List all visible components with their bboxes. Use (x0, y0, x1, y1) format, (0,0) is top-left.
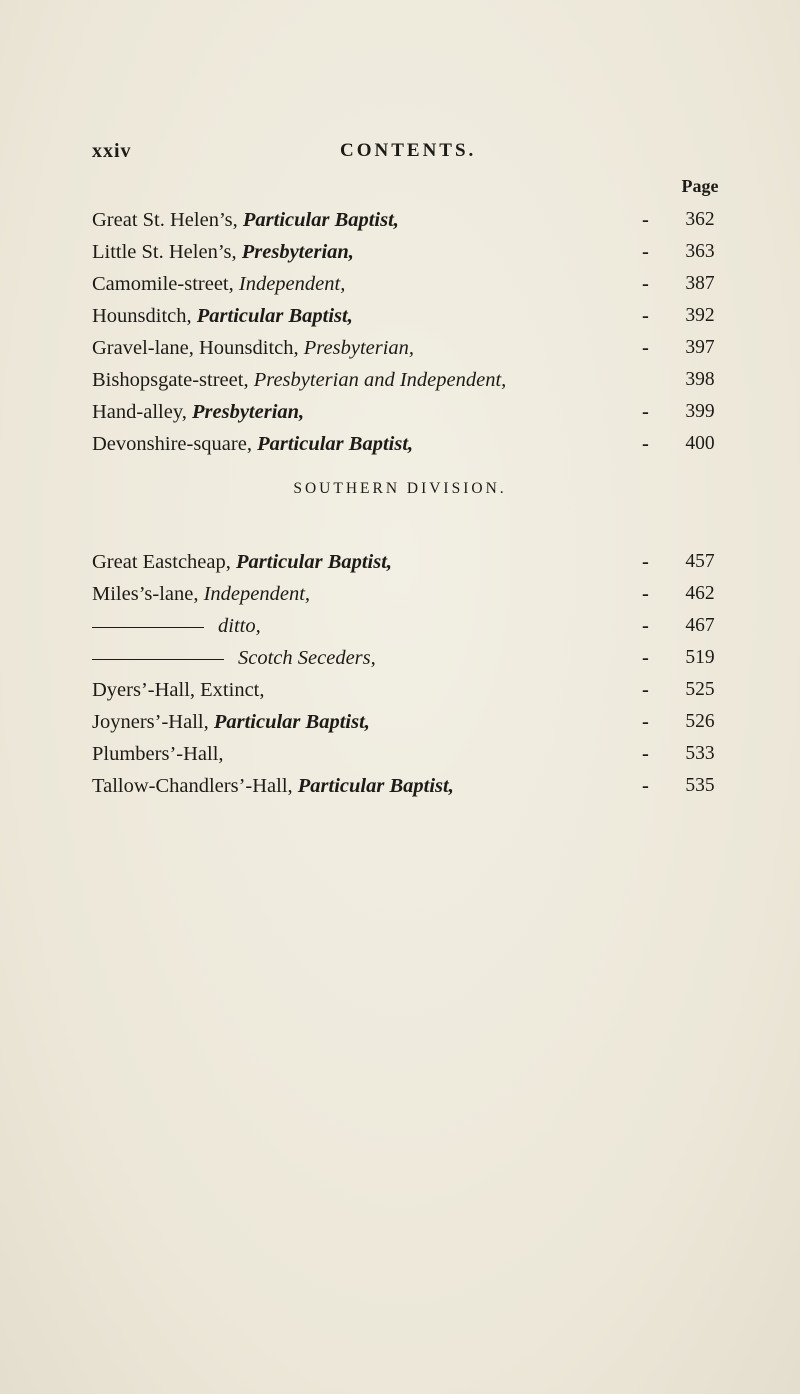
entry-place: Devonshire-square, (92, 433, 252, 455)
entry-page: 457 (685, 551, 715, 572)
entry-page: 397 (685, 337, 715, 358)
entry-page: 387 (685, 273, 715, 294)
entry-place: Great St. Helen’s, (92, 209, 238, 231)
contents-entry (92, 674, 752, 706)
entry-page: 467 (685, 615, 715, 636)
leader-dash: - (642, 775, 649, 797)
entry-page: 526 (685, 711, 715, 732)
leader-dash: - (642, 583, 649, 605)
entry-page: 462 (685, 583, 715, 604)
contents-entry (92, 610, 752, 642)
entry-page: 363 (685, 241, 715, 262)
entry-place: Dyers’-Hall, Extinct, (92, 679, 265, 701)
leader-dash: - (642, 337, 649, 359)
page-header (92, 140, 712, 170)
entry-place: Tallow-Chandlers’-Hall, (92, 775, 293, 797)
contents-entry (92, 546, 752, 578)
entry-place: Bishopsgate-street, (92, 369, 249, 391)
contents-entry (92, 770, 752, 802)
leader-dash: - (642, 209, 649, 231)
entry-place: Little St. Helen’s, (92, 241, 237, 263)
contents-entry (92, 236, 752, 268)
entry-place: Gravel-lane, Hounsditch, (92, 337, 299, 359)
entry-page: 525 (685, 679, 715, 700)
contents-entry (92, 428, 752, 460)
contents-entry (92, 642, 752, 674)
running-title: CONTENTS. (340, 140, 477, 161)
entry-page: 400 (685, 433, 715, 454)
northern-entries-list (92, 204, 752, 460)
entry-page: 533 (685, 743, 715, 764)
leader-dash: - (642, 551, 649, 573)
entry-place: Joyners’-Hall, (92, 711, 209, 733)
entry-page: 362 (685, 209, 715, 230)
leader-dash: - (642, 647, 649, 669)
contents-entry (92, 396, 752, 428)
ditto-rule (92, 659, 224, 660)
entry-denomination: Presbyterian and Independent, (253, 369, 507, 391)
entry-denomination: Presbyterian, (192, 401, 305, 423)
leader-dash: - (642, 305, 649, 327)
entry-place: Camomile-street, (92, 273, 234, 295)
page-column-heading: Page (681, 176, 719, 196)
contents-entry (92, 204, 752, 236)
entry-place: Miles’s-lane, (92, 583, 199, 605)
entry-place: Hounsditch, (92, 305, 192, 327)
entry-denomination: Particular Baptist, (213, 711, 370, 733)
entry-denomination: Presbyterian, (241, 241, 354, 263)
contents-entry (92, 268, 752, 300)
southern-entries-list (92, 546, 752, 802)
contents-entry (92, 364, 752, 396)
entry-place: Great Eastcheap, (92, 551, 231, 573)
section-heading-southern-division: SOUTHERN DIVISION. (293, 480, 507, 497)
leader-dash: - (642, 615, 649, 637)
entry-page: 519 (685, 647, 715, 668)
contents-entry (92, 578, 752, 610)
leader-dash: - (642, 273, 649, 295)
entry-denomination: Presbyterian, (303, 337, 415, 359)
entry-page: 399 (685, 401, 715, 422)
entry-denomination: Independent, (203, 583, 311, 605)
leader-dash: - (642, 743, 649, 765)
page-number: xxiv (92, 140, 132, 162)
leader-dash: - (642, 401, 649, 423)
leader-dash: - (642, 679, 649, 701)
entry-denomination: Particular Baptist, (257, 433, 414, 455)
entry-page: 392 (685, 305, 715, 326)
leader-dash: - (642, 241, 649, 263)
leader-dash: - (642, 433, 649, 455)
entry-denomination: Independent, (238, 273, 346, 295)
entry-denomination: ditto, (218, 615, 261, 637)
contents-entry (92, 738, 752, 770)
entry-place: Plumbers’-Hall, (92, 743, 224, 765)
entry-denomination: Scotch Seceders, (238, 647, 376, 669)
entry-place: Hand-alley, (92, 401, 187, 423)
entry-denomination: Particular Baptist, (242, 209, 399, 231)
contents-entry (92, 332, 752, 364)
entry-denomination: Particular Baptist, (196, 305, 353, 327)
contents-entry (92, 300, 752, 332)
entry-page: 535 (685, 775, 715, 796)
leader-dash: - (642, 711, 649, 733)
entry-denomination: Particular Baptist, (297, 775, 454, 797)
ditto-rule (92, 627, 204, 628)
entry-page: 398 (685, 369, 715, 390)
entry-denomination: Particular Baptist, (236, 551, 393, 573)
contents-entry (92, 706, 752, 738)
